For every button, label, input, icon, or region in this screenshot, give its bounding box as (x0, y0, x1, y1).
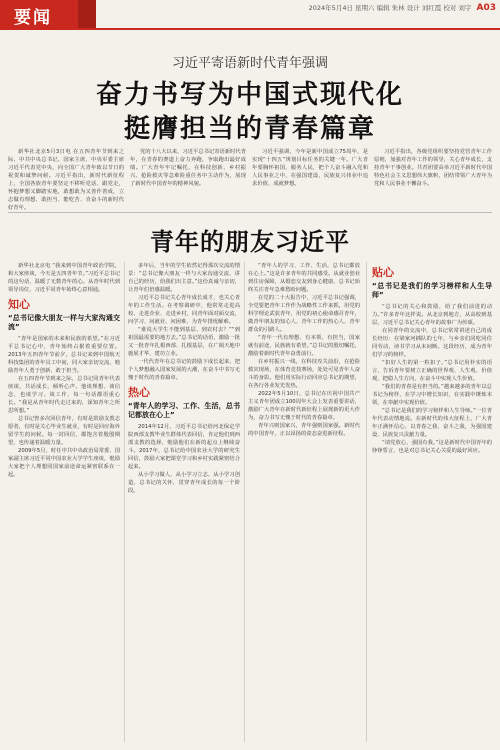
lead-column-3 (252, 148, 368, 204)
paragraph: 习近平总书记关心青年成长成才，也关心青年的工作生活。在考察调研中，他常常走进高校、走进企业、走进乡村，同青年面对面交流，问学习、问就业、问困难，为青年排忧解难。 (128, 295, 240, 325)
paragraph: “请党放心，强国有我。”这是新时代中国青年的铮铮誓言，也是对总书记关心关爱的最好回应。 (372, 440, 492, 454)
section-title: 要闻 (14, 8, 52, 28)
paragraph: 青年兴则国家兴，青年强则国家强。新时代的中国青年，正以昂扬的姿态奋进新征程。 (248, 423, 360, 437)
paragraph: 新华社北京电 “我来到中国青年政治学院，和大家座谈，今天是五四青年节。”习近平总书记的这句话，温暖了无数青年的心。从青年时代到领导岗位，习近平同青年始终心意相通。 (8, 263, 120, 293)
lead-subtitle: 习近平寄语新时代青年强调 (171, 56, 328, 71)
subheading-quote: “总书记是我们的学习榜样和人生导师” (372, 282, 492, 299)
lead-headline-line-1: 奋力书写为中国式现代化 (95, 80, 404, 110)
paragraph: “青年人的学习、工作、生活，总书记都放在心上。”这是许多青年的共同感受。从就业创业到住房保障，从婚恋交友到身心健康，总书记始终关注青年急难愁盼问题。 (248, 263, 360, 293)
column-rule (124, 262, 125, 742)
paragraph: “我们的青春是有担当的。”越来越多的青年以总书记为榜样，在学习中增长知识，在实践中锤炼本领，在奉献中实现价值。 (372, 384, 492, 406)
paragraph: “青年是国家的未来和民族的希望。”在习近平总书记心中，青年始终占据着重要位置。2013年五四青年节前夕，总书记来到中国航天科技集团的青年员工中间，同大家亲切交流，勉励青年人勇于创新、敢于担当。 (8, 336, 120, 374)
paragraph: 多年后，当年的学生依然记得那次交流的情景：“总书记像大朋友一样与大家沟通交流，讲自己的经历，给我们出主意。”这份真诚与亲切，让青年们倍感温暖。 (128, 263, 240, 293)
paragraph: “青年一代有理想、有本领、有担当，国家就有前途，民族就有希望。”总书记的殷切嘱托，激励着新时代青年奋勇前行。 (248, 335, 360, 357)
column-rule (244, 262, 245, 742)
issue-meta (309, 3, 496, 13)
subheading: 贴心 (372, 266, 394, 279)
lead-column-1 (8, 148, 124, 211)
paragraph: 总书记曾多次回信青年，有时是鼓励支教志愿者，有时是关心毕业生就业，有时是回应海外留学生的问候。每一封回信，都饱含着殷殷期望，也传递着温暖力量。 (8, 416, 120, 446)
paragraph: 在同青年的交流中，总书记常常讲述自己的成长经历：在梁家河插队的七年，与乡亲们同吃同住同劳动，读书学习从未间断。这段经历，成为青年们学习的榜样。 (372, 328, 492, 358)
badge-decoration (78, 0, 96, 28)
subheading-quote: “总书记像大朋友一样与大家沟通交流” (8, 314, 120, 331)
lead-column-2 (130, 148, 246, 204)
paragraph: 从小学习做人、从小学习立志、从小学习创造，总书记的关怀，贯穿青年成长的每一个阶段。 (128, 472, 240, 494)
paragraph: “谁说大学生不能到基层、到农村去？”“到祖国最需要的地方去。”总书记的话语，激励一批又一批青年扎根西部、扎根基层，在广阔天地中施展才华、建功立业。 (128, 327, 240, 357)
issue-date-editors: 2024年5月4日 星期六 编辑 朱林 设计 刘红霞 校对 刘宇 (308, 4, 472, 12)
paragraph: 2009年5月，时任中共中央政治局常委、国家副主席习近平同中国农业大学学生座谈，勉励大家把个人理想同国家前途命运紧密联系在一起。 (8, 448, 120, 478)
feature-column-1 (8, 262, 120, 742)
paragraph: “扣好人生的第一粒扣子。”总书记用朴实的语言，告诉青年要树立正确的世界观、人生观、价值观，把稳人生方向，在奋斗中实现人生价值。 (372, 360, 492, 382)
lead-paragraph: 党的十八大以来，习近平总书记寄语新时代青年，在青春的赛道上奋力奔跑，争取跑出最好成绩。广大青年牢记嘱托，在科技创新、乡村振兴、抢险救灾等急难险重任务中主动作为，展现了新时代中国青年的精神风貌。 (130, 149, 246, 187)
lead-headline-line-2: 挺膺担当的青春篇章 (123, 114, 376, 144)
lead-paragraph: 习近平指出，各级党组织要坚持党管青年工作原则，加强对青年工作的领导，关心青年成长，支持青年干事创业。共青团要高举习近平新时代中国特色社会主义思想伟大旗帜，团结带领广大青年为党和人民事业不懈奋斗。 (374, 149, 492, 187)
subheading-quote: “青年人的学习、工作、生活，总书记都放在心上” (128, 402, 240, 419)
feature-title: 青年的朋友习近平 (150, 228, 350, 256)
subheading: 知心 (8, 298, 30, 311)
paragraph: 2022年5月10日，总书记在庆祝中国共产主义青年团成立100周年大会上发表重要讲话，激励广大青年在新时代新征程上展现新的更大作为，奋力书写无愧于时代的青春篇章。 (248, 391, 360, 421)
lead-paragraph: 习近平强调，今年是新中国成立75周年，是实现“十四五”规划目标任务的关键一年。广大青年要胸怀祖国、服务人民，把个人奋斗融入党和人民事业之中，在强国建设、民族复兴伟业中追求价值、成就梦想。 (252, 149, 368, 187)
lead-column-4 (374, 148, 492, 204)
section-badge (0, 0, 96, 28)
subheading: 热心 (128, 386, 150, 399)
column-rule (366, 262, 367, 742)
paragraph: 在党的二十大报告中，习近平总书记强调，全党要把青年工作作为战略性工作来抓，用党的科学理论武装青年，用党的初心使命感召青年，做青年朋友的知心人、青年工作的热心人、青年群众的引路人。 (248, 295, 360, 333)
page-header (0, 0, 500, 28)
feature-column-3 (248, 262, 360, 742)
lead-paragraph: 新华社北京5月3日电 在五四青年节到来之际，中共中央总书记、国家主席、中央军委主席习近平代表党中央，向全国广大青年致以节日的祝贺和诚挚问候。习近平指出，新时代新征程上，全国各族青年要坚定不移听党话、跟党走，怀抱梦想又脚踏实地，敢想敢为又善作善成，立志做有理想、敢担当、能吃苦、肯奋斗的新时代好青年。 (8, 149, 124, 211)
paragraph: 在乡村振兴一线，在科技攻关前沿，在抢险救灾现场，在体育竞技赛场，处处可见青年人奋斗的身影。他们用实际行动回应总书记的期望，在各行各业发光发热。 (248, 359, 360, 389)
header-rule (0, 28, 500, 30)
paragraph: 2014年12月，习近平总书记给河北保定学院西部支教毕业生群体代表回信，肯定他们到西部支教的选择，勉励他们在新的起点上继续奋斗。2017年，总书记给中国农业大学的研究生回信，鼓励大家把课堂学习和乡村实践紧密结合起来。 (128, 424, 240, 470)
paragraph: 在五四青年节到来之际，总书记同青年代表座谈，共话成长、倾听心声。他谈理想、谈信念，也谈学习、谈工作，每一句话都语重心长。“我是从青年时代走过来的，深知青年之所思所想。” (8, 376, 120, 414)
paragraph: “总书记是我们的学习榜样和人生导师。”一位青年代表动情地说。在新时代的伟大征程上，广大青年正满怀信心，以青春之我、奋斗之我，为强国建设、民族复兴贡献力量。 (372, 408, 492, 438)
feature-column-2 (128, 262, 240, 742)
article-divider (8, 212, 492, 213)
feature-column-4 (372, 262, 492, 742)
paragraph: 一代代青年在总书记的鼓励下成长起来，把个人梦想融入国家发展的大潮，在奋斗中书写无愧于时代的青春篇章。 (128, 359, 240, 381)
paragraph: “总书记的关心和鼓励，给了我们前进的动力。”许多青年这样说。从北京到地方，从高校到基层，习近平总书记关心青年的故事广为传颂。 (372, 304, 492, 326)
page-number: A03 (476, 3, 496, 13)
